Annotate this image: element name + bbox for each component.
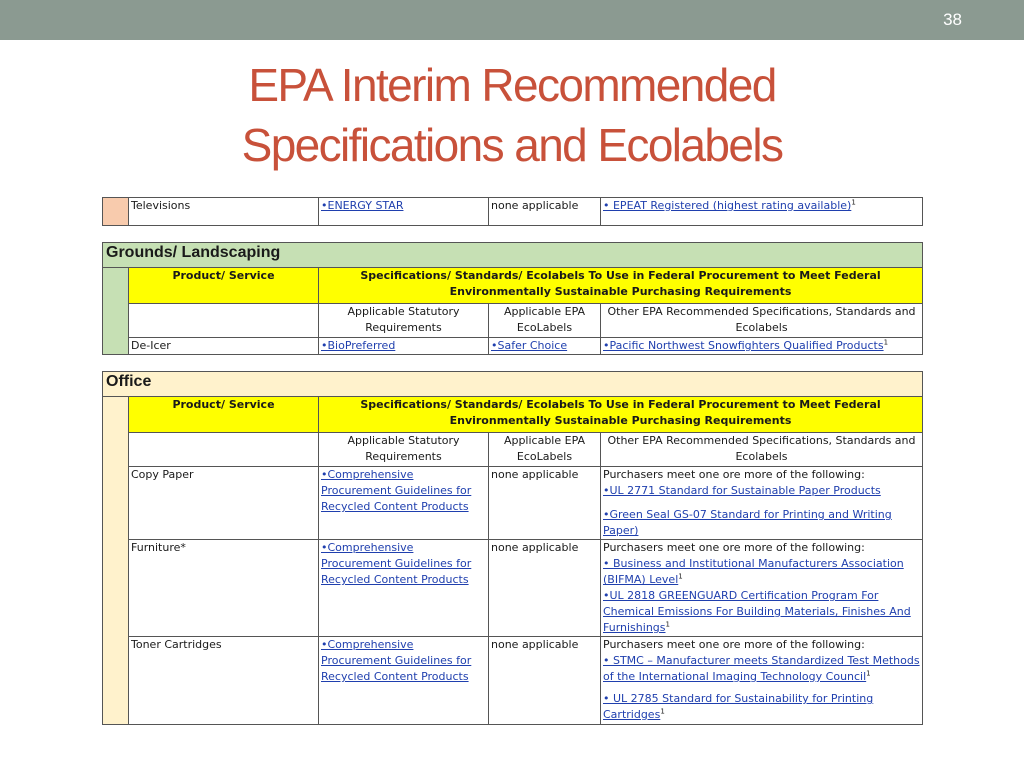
epa-cell bbox=[489, 338, 601, 355]
other-cell bbox=[601, 198, 923, 226]
title-line-1: EPA Interim Recommended bbox=[248, 59, 776, 111]
slide-number: 38 bbox=[943, 10, 962, 29]
subheader-row bbox=[103, 433, 923, 467]
footnote-marker: 1 bbox=[678, 572, 683, 581]
ul-2771-link[interactable]: •UL 2771 Standard for Sustainable Paper Products bbox=[603, 484, 881, 497]
product-cell: De-Icer bbox=[129, 338, 319, 355]
header-row bbox=[103, 397, 923, 433]
subheader-row bbox=[103, 304, 923, 338]
statutory-cell bbox=[319, 637, 489, 725]
green-seal-link[interactable]: •Green Seal GS-07 Standard for Printing and Writing Paper) bbox=[603, 508, 892, 537]
empty-cell bbox=[129, 304, 319, 338]
product-cell: Copy Paper bbox=[129, 467, 319, 540]
section-header-row bbox=[103, 243, 923, 268]
other-intro: Purchasers meet one ore more of the following: bbox=[603, 468, 865, 481]
section-side-band bbox=[103, 397, 129, 725]
epa-cell: none applicable bbox=[489, 467, 601, 540]
statutory-cell bbox=[319, 338, 489, 355]
other-intro: Purchasers meet one ore more of the following: bbox=[603, 541, 865, 554]
epeat-link[interactable]: • EPEAT Registered (highest rating available) bbox=[603, 199, 852, 212]
other-cell bbox=[601, 467, 923, 540]
section-title: Grounds/ Landscaping bbox=[103, 243, 923, 268]
office-table bbox=[102, 371, 923, 725]
cpg-link[interactable]: •Comprehensive Procurement Guidelines for Recycled Content Products bbox=[321, 541, 472, 586]
stmc-link[interactable]: • STMC – Manufacturer meets Standardized Test Methods of the International Imaging Technology Council bbox=[603, 654, 920, 683]
product-cell: Furniture* bbox=[129, 540, 319, 637]
footnote-marker: 1 bbox=[883, 338, 889, 347]
footnote-marker: 1 bbox=[665, 620, 670, 629]
col-statutory: Applicable Statutory Requirements bbox=[319, 304, 489, 338]
product-cell: Televisions bbox=[129, 198, 319, 226]
energy-star-link[interactable]: •ENERGY STAR bbox=[321, 199, 404, 212]
col-epa: Applicable EPA EcoLabels bbox=[489, 304, 601, 338]
epa-cell: none applicable bbox=[489, 637, 601, 725]
empty-cell bbox=[129, 433, 319, 467]
col-other: Other EPA Recommended Specifications, Standards and Ecolabels bbox=[601, 304, 923, 338]
title-line-2: Specifications and Ecolabels bbox=[241, 119, 783, 171]
epa-cell: none applicable bbox=[489, 198, 601, 226]
statutory-cell bbox=[319, 198, 489, 226]
safer-choice-link[interactable]: •Safer Choice bbox=[491, 339, 568, 352]
top-bar bbox=[0, 0, 1024, 40]
header-specs: Specifications/ Standards/ Ecolabels To Use in Federal Procurement to Meet Federal Environmentally Sustainable Purchasing Requirements bbox=[319, 397, 923, 433]
epa-cell: none applicable bbox=[489, 540, 601, 637]
header-specs: Specifications/ Standards/ Ecolabels To Use in Federal Procurement to Meet Federal Environmentally Sustainable Purchasing Requirements bbox=[319, 268, 923, 304]
cpg-link[interactable]: •Comprehensive Procurement Guidelines for Recycled Content Products bbox=[321, 468, 472, 513]
ul-2785-link[interactable]: • UL 2785 Standard for Sustainability for Printing Cartridges bbox=[603, 692, 874, 721]
section-side-band bbox=[103, 268, 129, 355]
header-product: Product/ Service bbox=[129, 268, 319, 304]
slide-title bbox=[0, 55, 1024, 175]
other-cell bbox=[601, 637, 923, 725]
footnote-marker: 1 bbox=[851, 198, 856, 207]
other-intro: Purchasers meet one ore more of the following: bbox=[603, 638, 865, 651]
statutory-cell bbox=[319, 540, 489, 637]
header-product: Product/ Service bbox=[129, 397, 319, 433]
table-row bbox=[103, 338, 923, 355]
row-marker bbox=[103, 198, 129, 226]
bifma-link[interactable]: • Business and Institutional Manufacturers Association (BIFMA) Level bbox=[603, 557, 904, 586]
table-row bbox=[103, 198, 923, 226]
snowfighters-link[interactable]: •Pacific Northwest Snowfighters Qualified Products bbox=[603, 339, 884, 352]
cpg-link[interactable]: •Comprehensive Procurement Guidelines for Recycled Content Products bbox=[321, 638, 472, 683]
col-other: Other EPA Recommended Specifications, Standards and Ecolabels bbox=[601, 433, 923, 467]
other-cell bbox=[601, 540, 923, 637]
section-header-row bbox=[103, 372, 923, 397]
table-row bbox=[103, 637, 923, 725]
product-cell: Toner Cartridges bbox=[129, 637, 319, 725]
table-row bbox=[103, 467, 923, 540]
col-statutory: Applicable Statutory Requirements bbox=[319, 433, 489, 467]
greenguard-link[interactable]: •UL 2818 GREENGUARD Certification Program For Chemical Emissions For Building Materials, Finishes And Furnishings bbox=[603, 589, 911, 634]
table-row bbox=[103, 540, 923, 637]
footnote-marker: 1 bbox=[866, 669, 871, 678]
televisions-table bbox=[102, 197, 923, 226]
section-title: Office bbox=[103, 372, 923, 397]
statutory-cell bbox=[319, 467, 489, 540]
header-row bbox=[103, 268, 923, 304]
footnote-marker: 1 bbox=[660, 707, 665, 716]
grounds-table bbox=[102, 242, 923, 355]
biopreferred-link[interactable]: •BioPreferred bbox=[321, 339, 396, 352]
other-cell bbox=[601, 338, 923, 355]
col-epa: Applicable EPA EcoLabels bbox=[489, 433, 601, 467]
